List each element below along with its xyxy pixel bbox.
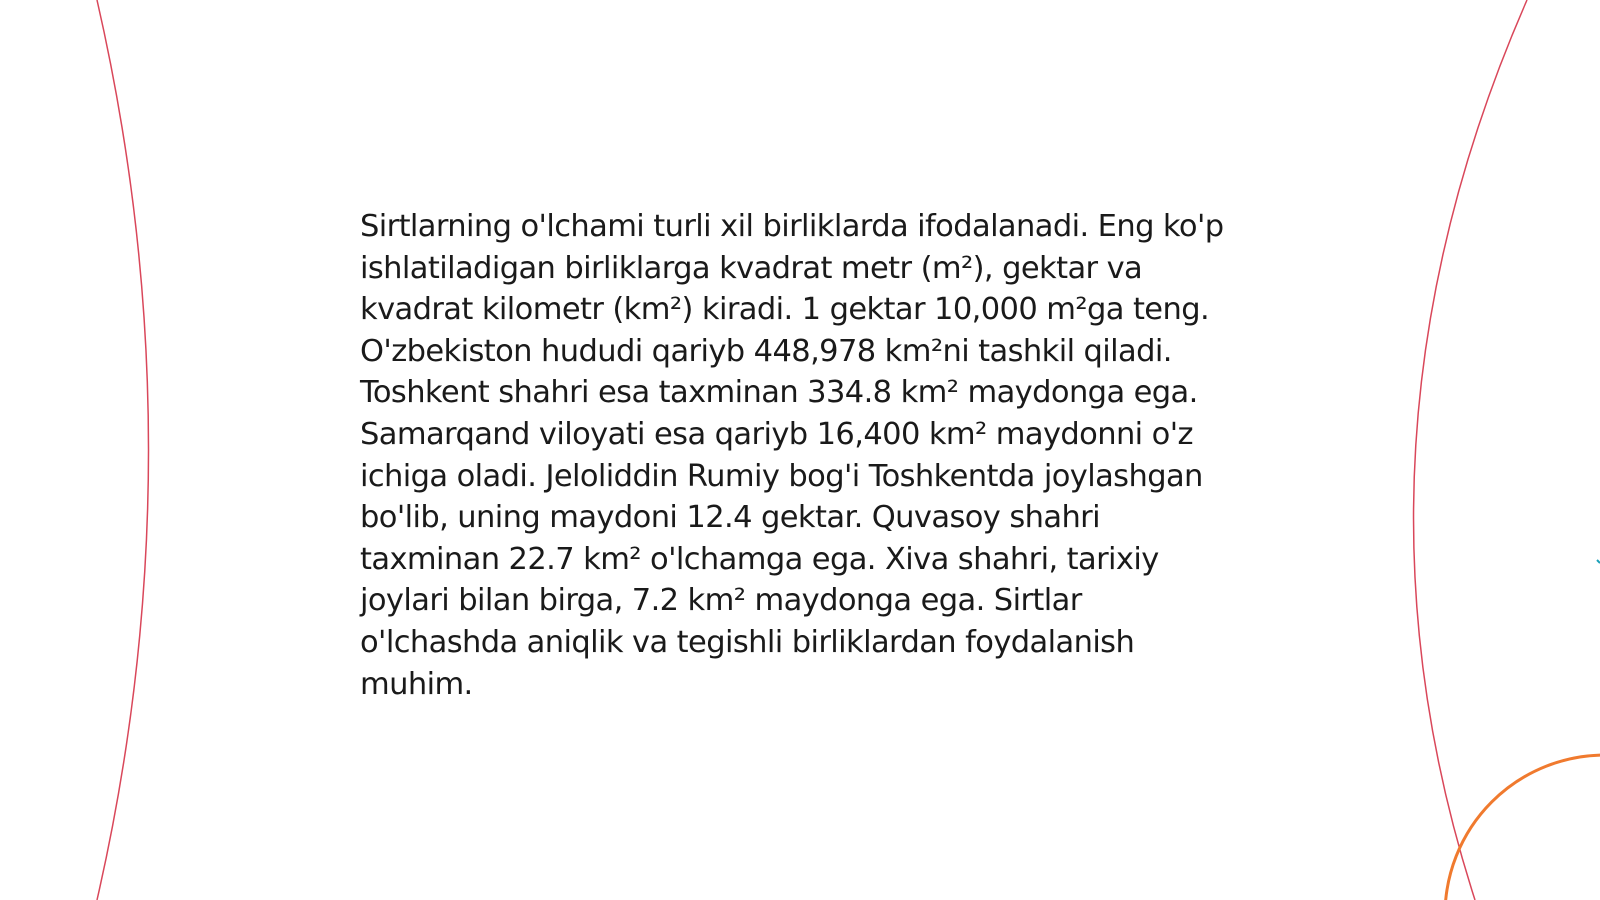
- right-red-curve: [1414, 0, 1527, 900]
- left-red-curve: [97, 0, 149, 900]
- body-paragraph: Sirtlarning o'lchami turli xil birliklarda ifodalanadi. Eng ko'p ishlatiladigan birliklarga kvadrat metr (m²), gektar va kvadrat kilometr (km²) kiradi. 1 gektar 10,000 m²ga teng. O'zbekiston hududi qariyb 448,978 km²ni tashkil qiladi. Toshkent shahri esa taxminan 334.8 km² maydonga ega. Samarqand viloyati esa qariyb 16,400 km² maydonni o'z ichiga oladi. Jeloliddin Rumiy bog'i Toshkentda joylashgan bo'lib, uning maydoni 12.4 gektar. Quvasoy shahri taxminan 22.7 km² o'lchamga ega. Xiva shahri, tarixiy joylari bilan birga, 7.2 km² maydonga ega. Sirtlar o'lchashda aniqlik va tegishli birliklardan foydalanish muhim.: [360, 209, 1224, 702]
